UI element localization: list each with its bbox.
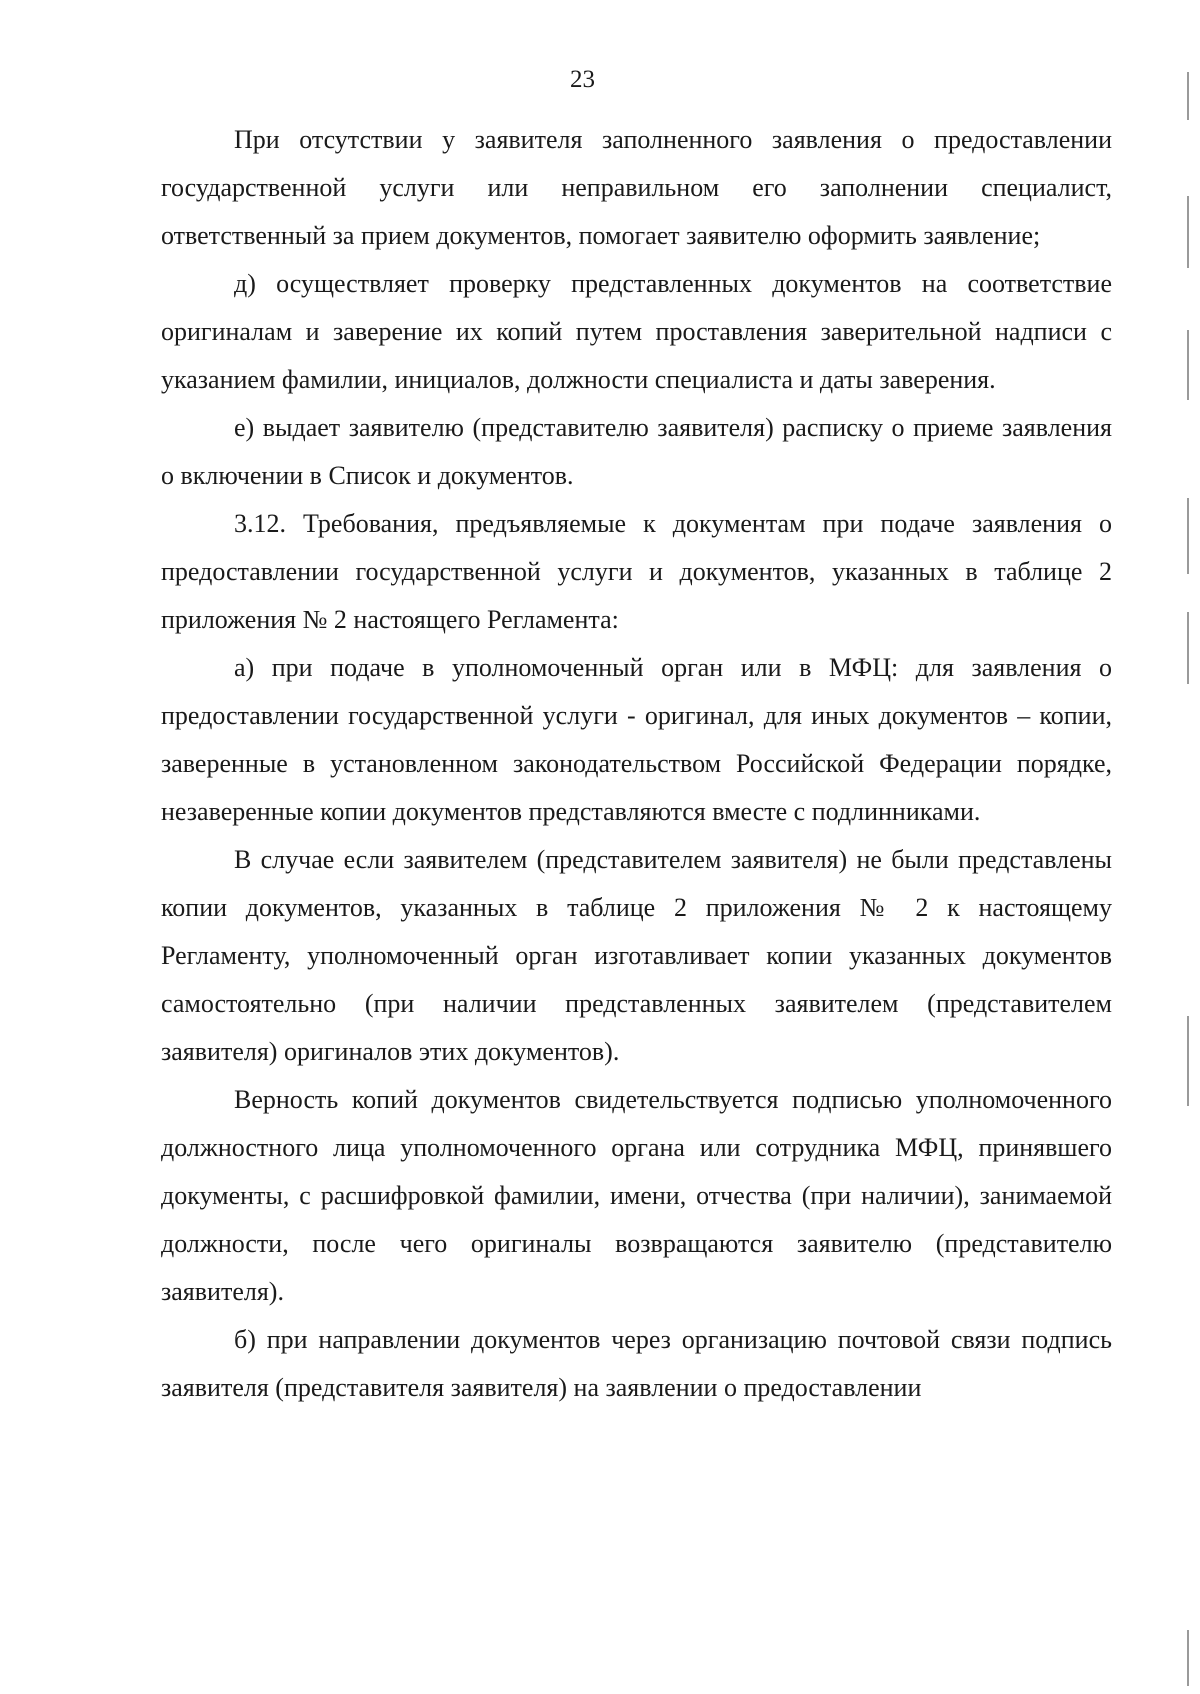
scan-edge-mark: [1187, 330, 1189, 400]
paragraph-item-a: а) при подаче в уполномоченный орган или в МФЦ: для заявления о предоставлении государственной услуги - оригинал, для иных документов – копии, заверенные в установленном законодательством Российской Федерации порядке, незаверенные копии документов представляются вместе с подлинниками.: [161, 653, 1112, 826]
paragraph-item-d: д) осуществляет проверку представленных документов на соответствие оригиналам и заверение их копий путем проставления заверительной надписи с указанием фамилии, инициалов, должности специалиста и даты заверения.: [161, 269, 1112, 394]
paragraph-applicant-assistance: При отсутствии у заявителя заполненного заявления о предоставлении государственной услуги или неправильном его заполнении специалист, ответственный за прием документов, помогает заявителю оформить заявление;: [161, 125, 1112, 250]
page-number: 23: [570, 66, 595, 93]
paragraph-copies-certification: Верность копий документов свидетельствуется подписью уполномоченного должностного лица уполномоченного органа или сотрудника МФЦ, принявшего документы, с расшифровкой фамилии, имени, отчества (при наличии), занимаемой должности, после чего оригиналы возвращаются заявителю (представителю заявителя).: [161, 1085, 1112, 1306]
paragraph-item-e: е) выдает заявителю (представителю заявителя) расписку о приеме заявления о включении в Список и документов.: [161, 413, 1112, 490]
document-body: [161, 116, 1112, 1412]
scan-edge-mark: [1187, 612, 1189, 684]
scan-edge-mark: [1187, 1016, 1189, 1106]
scan-edge-mark: [1187, 196, 1189, 268]
scan-edge-mark: [1187, 498, 1189, 574]
scan-edge-mark: [1187, 72, 1189, 120]
paragraph-copies-not-provided: В случае если заявителем (представителем заявителя) не были представлены копии документов, указанных в таблице 2 приложения № 2 к настоящему Регламенту, уполномоченный орган изготавливает копии указанных документов самостоятельно (при наличии представленных заявителем (представителем заявителя) оригиналов этих документов).: [161, 845, 1112, 1066]
scan-edge-mark: [1187, 1630, 1189, 1686]
paragraph-section-3-12: 3.12. Требования, предъявляемые к документам при подаче заявления о предоставлении государственной услуги и документов, указанных в таблице 2 приложения № 2 настоящего Регламента:: [161, 509, 1112, 634]
paragraph-item-b: б) при направлении документов через организацию почтовой связи подпись заявителя (представителя заявителя) на заявлении о предоставлении: [161, 1325, 1112, 1402]
